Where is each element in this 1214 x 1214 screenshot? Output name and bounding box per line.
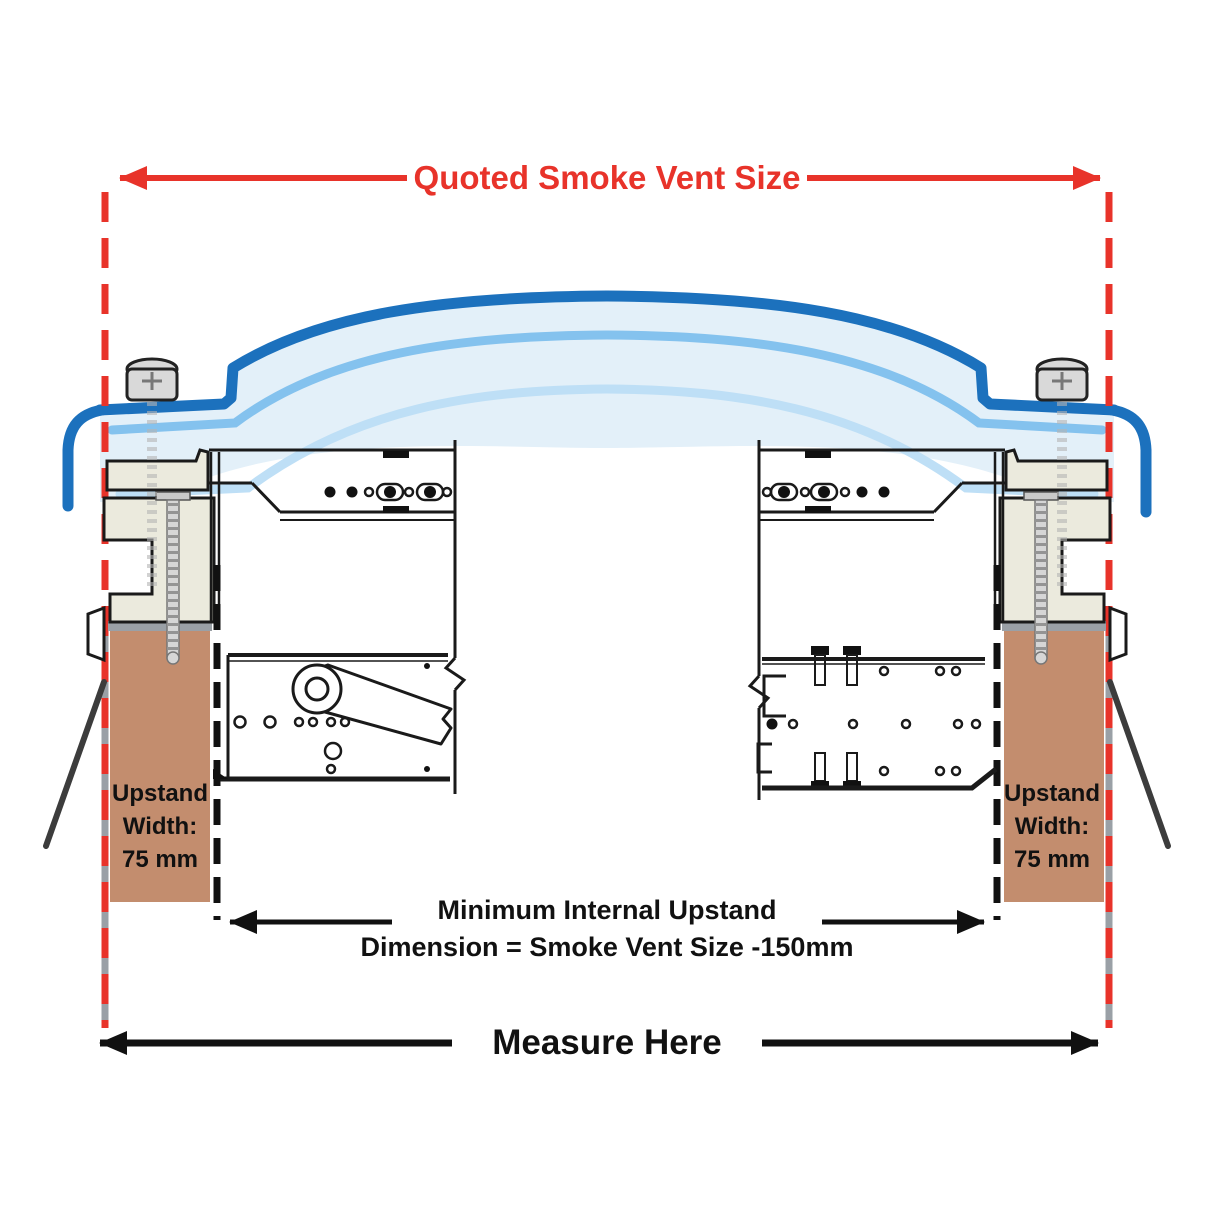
upstand-width-label-right xyxy=(997,777,1107,876)
external-trim xyxy=(88,608,104,660)
section-break-left xyxy=(446,440,464,794)
glazing-dome xyxy=(68,296,1146,512)
upstand-label-line: Upstand xyxy=(1004,780,1100,807)
glazing-fill xyxy=(100,298,1114,502)
upstand-label-line: Width: xyxy=(1014,813,1090,840)
upstand-width-label-left xyxy=(105,777,215,876)
upstand-label-line: Width: xyxy=(122,813,198,840)
upstand-label-line: 75 mm xyxy=(121,846,199,873)
flashing-left-edge xyxy=(68,410,102,506)
quoted-smoke-vent-size-label: Quoted Smoke Vent Size xyxy=(407,159,807,197)
kerb-frame xyxy=(104,498,214,622)
screw-cap xyxy=(127,359,177,400)
upstand-label-line: Upstand xyxy=(112,780,208,807)
upstand-label-line: 75 mm xyxy=(1013,846,1091,873)
left-actuator-mechanism xyxy=(213,655,451,779)
roof-membrane-edge xyxy=(46,682,104,846)
minimum-internal-upstand-label xyxy=(327,892,887,966)
measure-here-label: Measure Here xyxy=(452,1023,762,1063)
right-locking-mechanism xyxy=(758,646,996,790)
min-internal-line1: Minimum Internal Upstand xyxy=(437,895,777,925)
flashing-right-edge xyxy=(1112,410,1146,512)
min-internal-line2: Dimension = Smoke Vent Size -150mm xyxy=(360,932,854,962)
